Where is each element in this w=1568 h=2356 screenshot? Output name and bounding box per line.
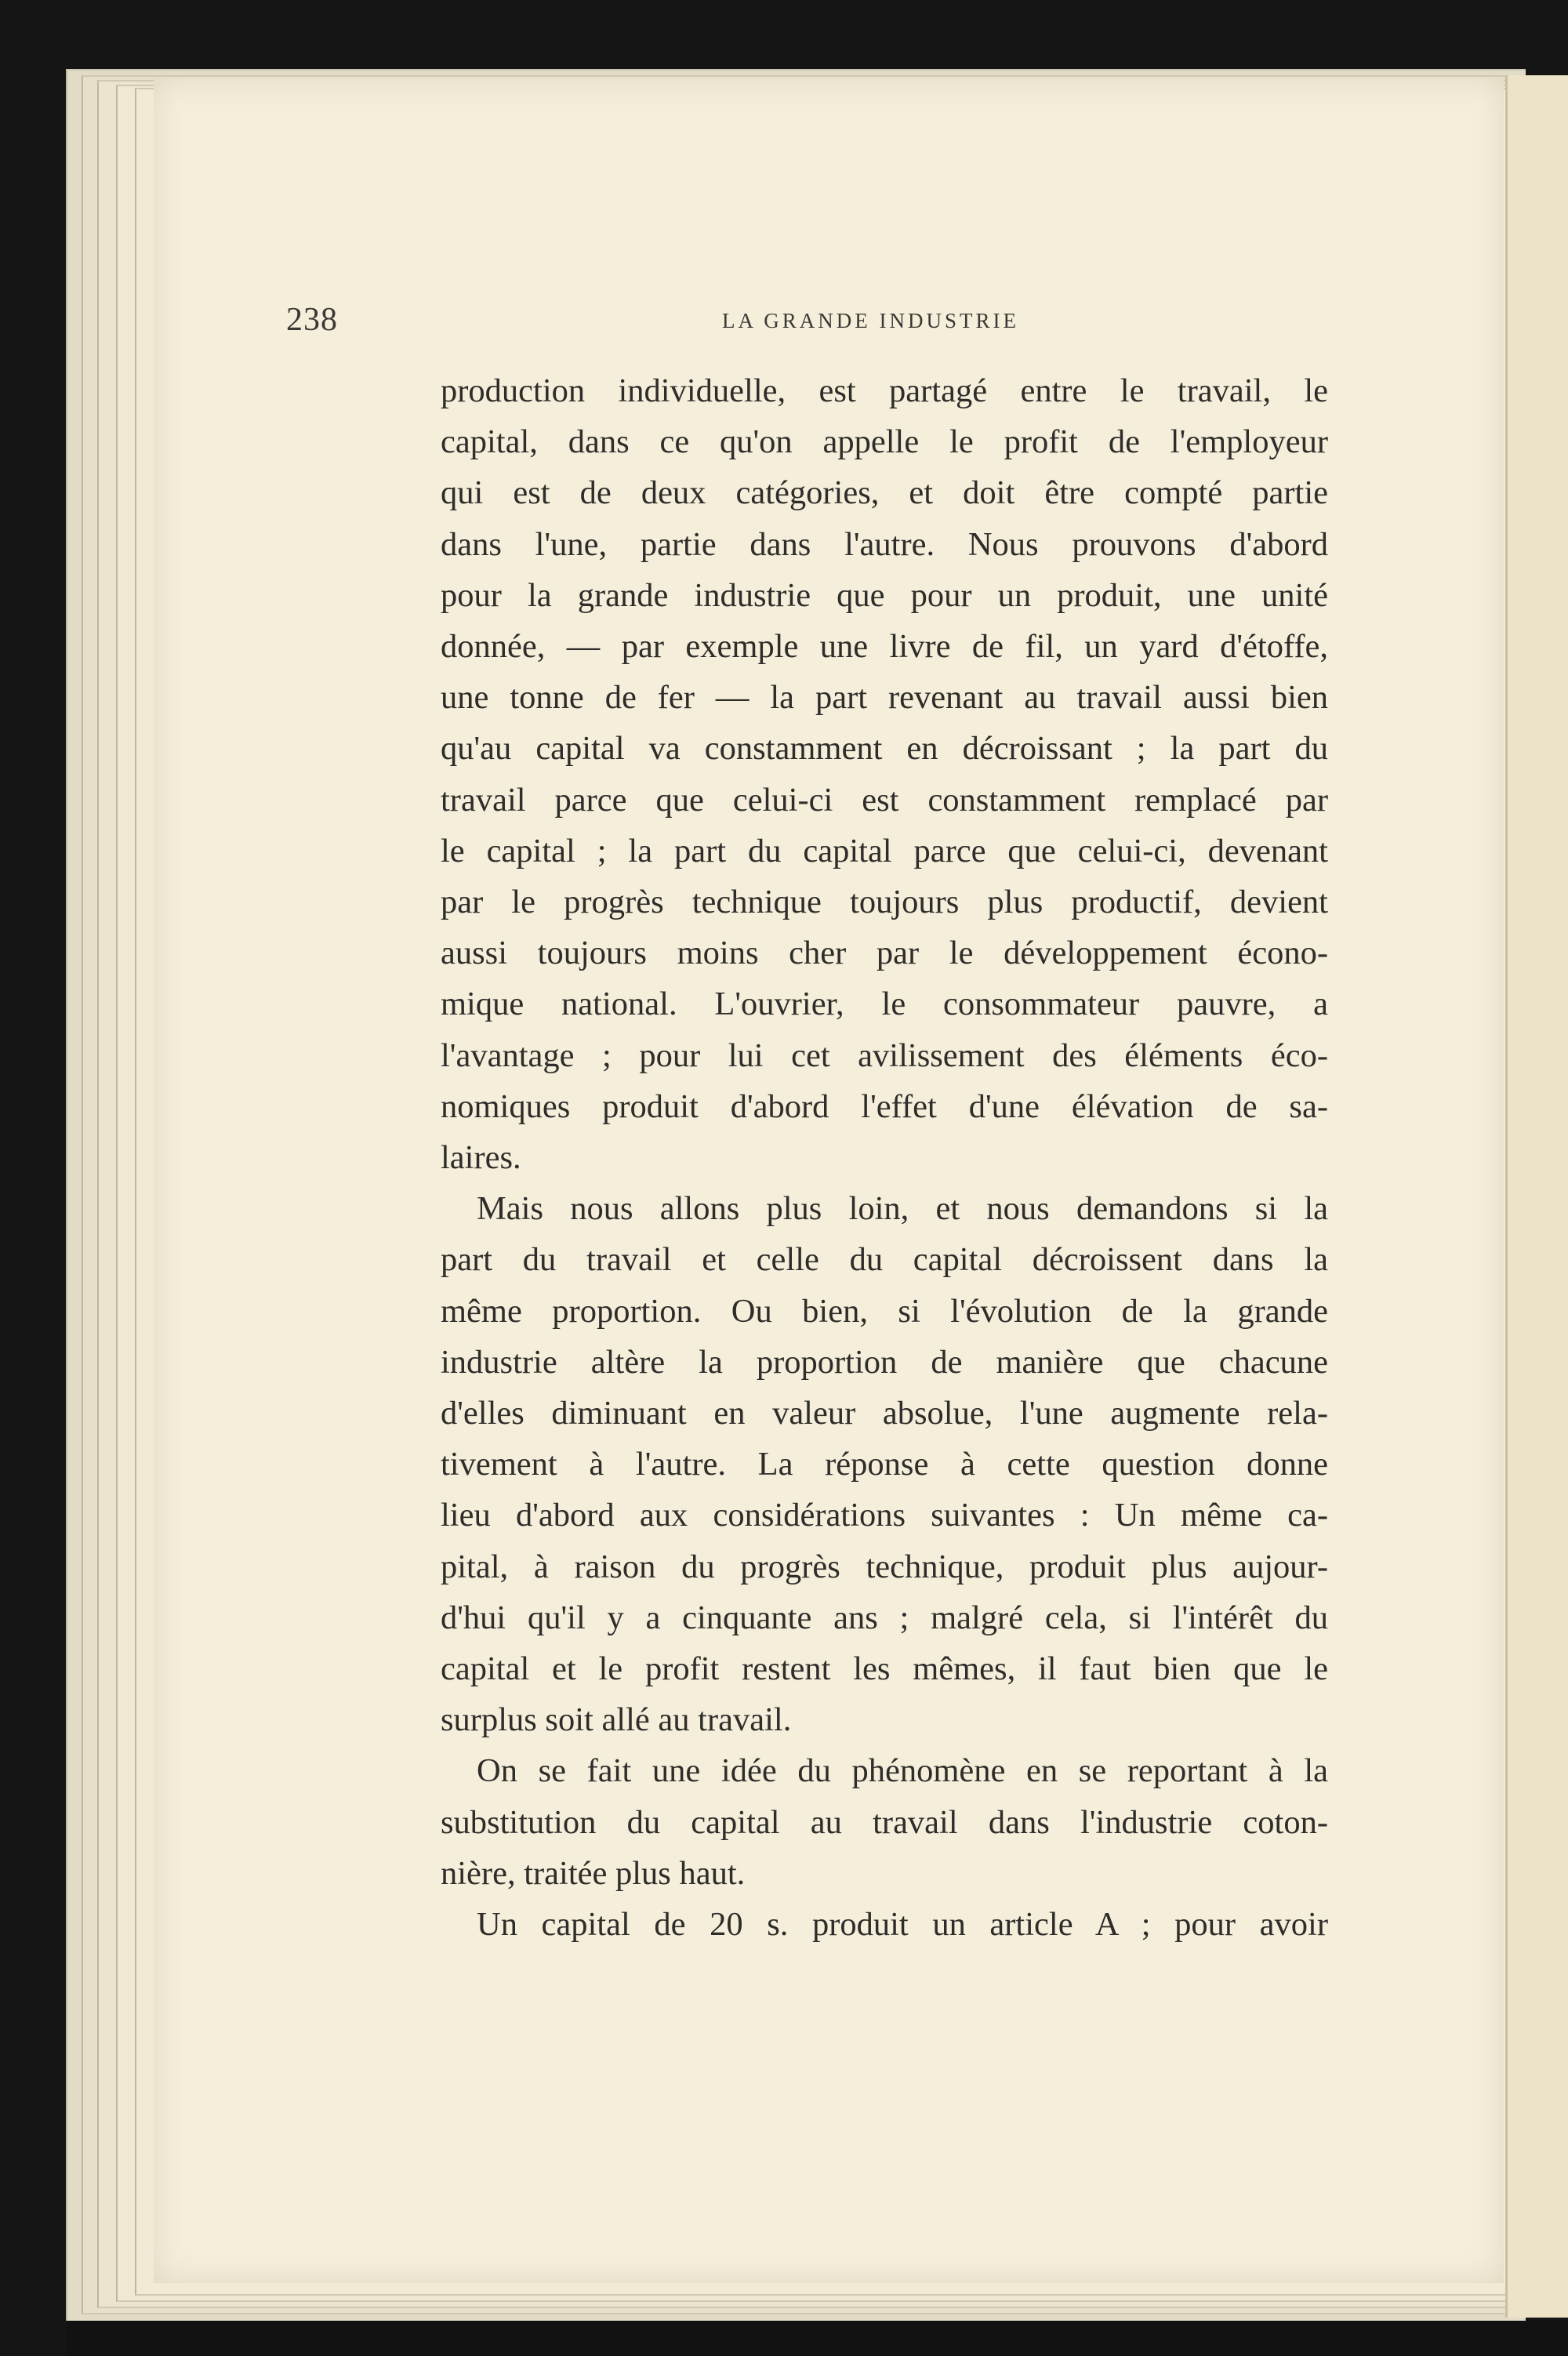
text-line: mique national. L'ouvrier, le consommateur pauvre, a (441, 986, 1328, 1023)
text-line: par le progrès technique toujours plus productif, devient (441, 884, 1328, 921)
text-line: production individuelle, est partagé entre le travail, le (441, 372, 1328, 409)
text-line: laires. (441, 1139, 521, 1177)
text-line: aussi toujours moins cher par le développement écono- (441, 935, 1328, 972)
paragraph (441, 1745, 1328, 1899)
text-line: nière, traitée plus haut. (441, 1854, 746, 1892)
text-line: capital et le profit restent les mêmes, il faut bien que le (441, 1650, 1328, 1688)
running-title: LA GRANDE INDUSTRIE (722, 309, 1019, 332)
running-head (286, 301, 1345, 348)
body-text (441, 365, 1328, 1950)
text-line: pour la grande industrie que pour un produit, une unité (441, 576, 1328, 614)
text-line: qu'au capital va constamment en décroissant ; la part du (441, 730, 1328, 768)
text-line: même proportion. Ou bien, si l'évolution de la grande (441, 1292, 1328, 1330)
text-line: pital, à raison du progrès technique, produit plus aujour- (441, 1548, 1328, 1585)
text-line: lieu d'abord aux considérations suivantes : Un même ca- (441, 1497, 1328, 1534)
text-line: travail parce que celui-ci est constamment remplacé par (441, 781, 1328, 819)
text-line: tivement à l'autre. La réponse à cette question donne (441, 1446, 1328, 1483)
text-line: d'hui qu'il y a cinquante ans ; malgré cela, si l'intérêt du (441, 1599, 1328, 1636)
text-line: dans l'une, partie dans l'autre. Nous prouvons d'abord (441, 525, 1328, 563)
facing-page-edge (1505, 75, 1568, 2318)
text-line: l'avantage ; pour lui cet avilissement des éléments éco- (441, 1036, 1328, 1074)
text-line: donnée, — par exemple une livre de fil, un yard d'étoffe, (441, 628, 1328, 666)
text-line: capital, dans ce qu'on appelle le profit de l'employeur (441, 423, 1328, 461)
text-line: Un capital de 20 s. produit un article A ; pour avoir (477, 1906, 1328, 1944)
paragraph (441, 1899, 1328, 1950)
text-line: part du travail et celle du capital décroissent dans la (441, 1241, 1328, 1279)
text-line: On se fait une idée du phénomène en se reportant à la (477, 1752, 1328, 1790)
text-line: substitution du capital au travail dans l'industrie coton- (441, 1803, 1328, 1841)
text-line: Mais nous allons plus loin, et nous demandons si la (477, 1190, 1328, 1228)
paragraph (441, 365, 1328, 1183)
text-line: une tonne de fer — la part revenant au travail aussi bien (441, 679, 1328, 717)
page-number: 238 (286, 302, 338, 338)
text-line: industrie altère la proportion de manière que chacune (441, 1343, 1328, 1381)
text-line: qui est de deux catégories, et doit être compté partie (441, 474, 1328, 512)
text-line: surplus soit allé au travail. (441, 1701, 792, 1739)
text-line: le capital ; la part du capital parce que celui-ci, devenant (441, 832, 1328, 869)
paragraph (441, 1183, 1328, 1745)
text-line: d'elles diminuant en valeur absolue, l'une augmente rela- (441, 1395, 1328, 1432)
scan-background (66, 2321, 1568, 2356)
text-line: nomiques produit d'abord l'effet d'une élévation de sa- (441, 1087, 1328, 1125)
